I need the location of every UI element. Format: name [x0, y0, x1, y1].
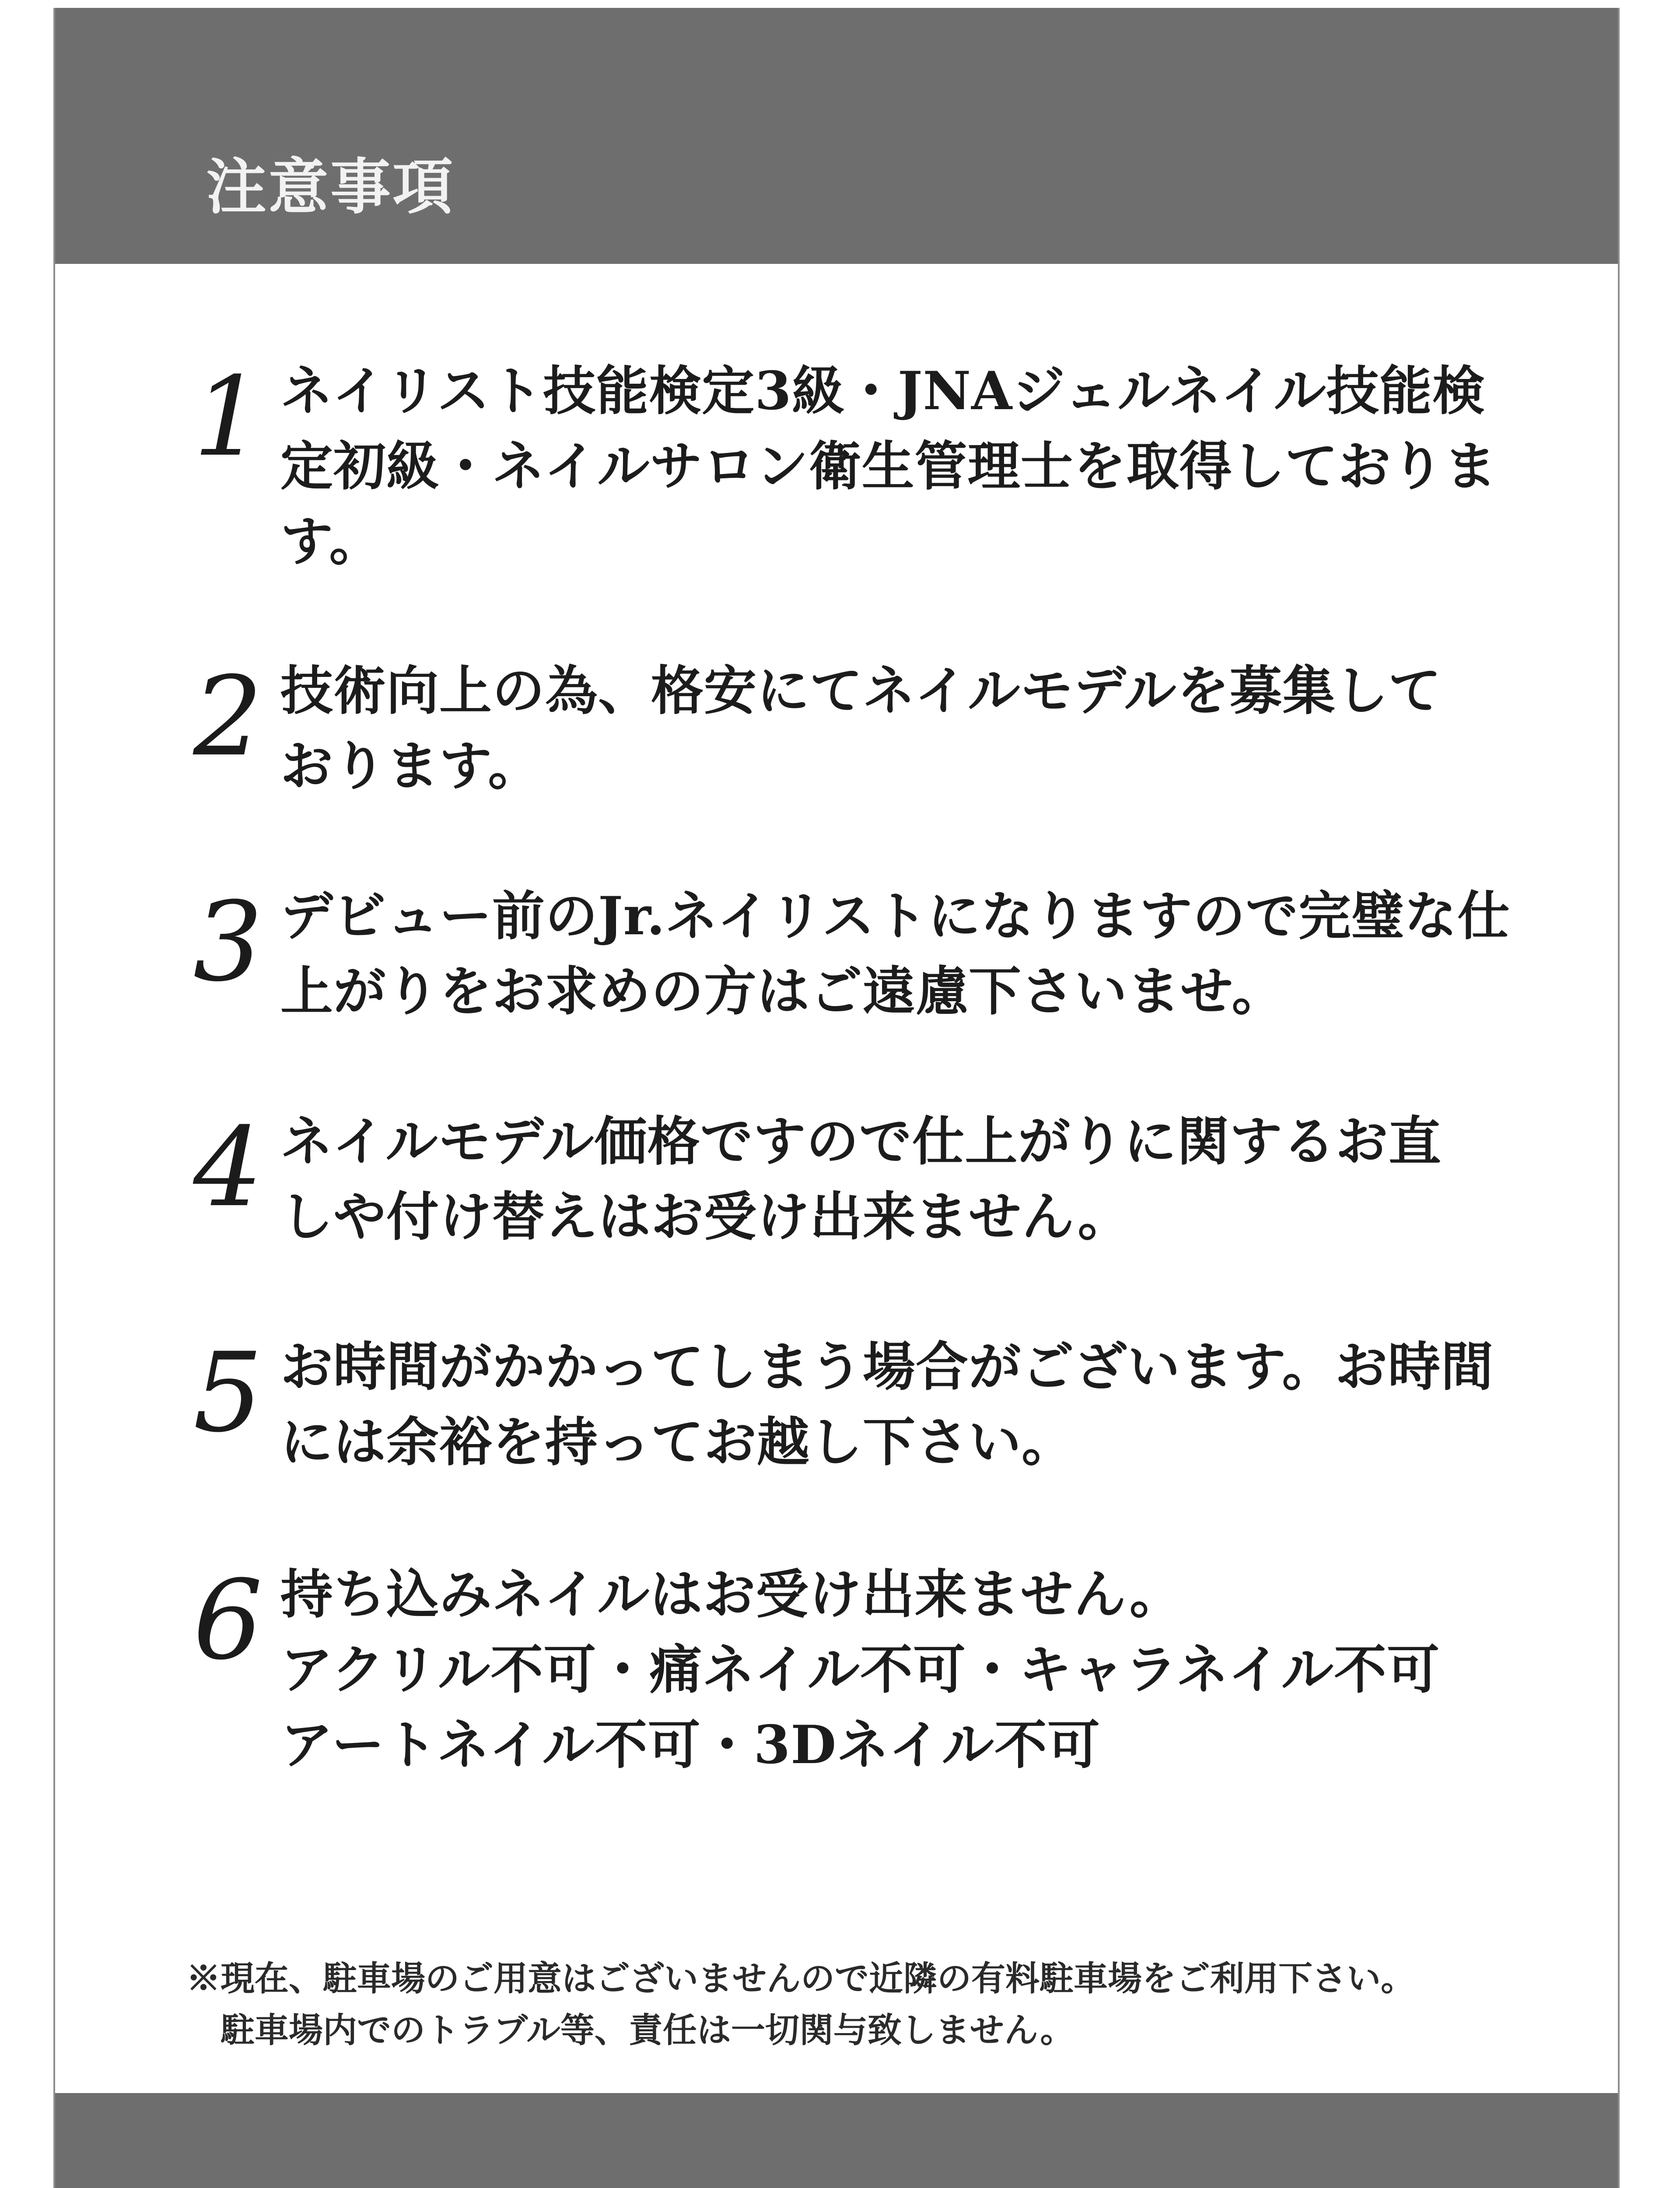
item-number: 1: [193, 353, 263, 480]
item-text-line: ネイルモデル価格ですので仕上がりに関するお直: [280, 1111, 1442, 1172]
item-number: 2: [193, 653, 263, 780]
item-text: [280, 879, 1549, 1029]
item-text-line: ネイリスト技能検定3級・JNAジェルネイル技能検: [280, 360, 1485, 422]
item-text-line: アクリル不可・痛ネイル不可・キャラネイル不可: [280, 1639, 1440, 1701]
item-text: [280, 1329, 1549, 1480]
item-text-line: おります。: [280, 735, 541, 797]
item-number: 4: [193, 1104, 263, 1231]
item-text-line: 技術向上の為、格安にてネイルモデルを募集して: [280, 660, 1442, 722]
item-text-line: アートネイル不可・3Dネイル不可: [280, 1714, 1100, 1776]
parking-note: [186, 1953, 1586, 2056]
item-text: [280, 653, 1549, 804]
footer-band: [55, 2093, 1618, 2188]
item-text-line: 持ち込みネイルはお受け出来ません。: [280, 1564, 1183, 1625]
item-text-line: 定初級・ネイルサロン衛生管理士を取得しておりま: [280, 435, 1497, 497]
item-text-line: お時間がかかってしまう場合がございます。お時間: [280, 1336, 1494, 1398]
item-text: [280, 1104, 1549, 1255]
item-text-line: デビュー前のJr.ネイリストになりますので完璧な仕: [280, 885, 1510, 947]
item-number: 6: [193, 1557, 263, 1684]
page-title: 注意事項: [206, 151, 455, 222]
header-band: [55, 8, 1618, 264]
item-text: [280, 354, 1549, 579]
item-text-line: す。: [280, 511, 382, 572]
item-number: 5: [193, 1329, 263, 1456]
item-text-line: には余裕を持ってお越し下さい。: [280, 1411, 1074, 1473]
note-line: ※現在、駐車場のご用意はございませんので近隣の有料駐車場をご利用下さい。: [186, 1959, 1415, 1999]
item-text: [280, 1557, 1549, 1783]
notice-card: [53, 8, 1620, 2188]
item-number: 3: [193, 878, 263, 1006]
item-text-line: 上がりをお求めの方はご遠慮下さいませ。: [280, 961, 1285, 1022]
note-line: 駐車場内でのトラブル等、責任は一切関与致しません。: [220, 2010, 1074, 2050]
item-text-line: しや付け替えはお受け出来ません。: [280, 1186, 1131, 1248]
